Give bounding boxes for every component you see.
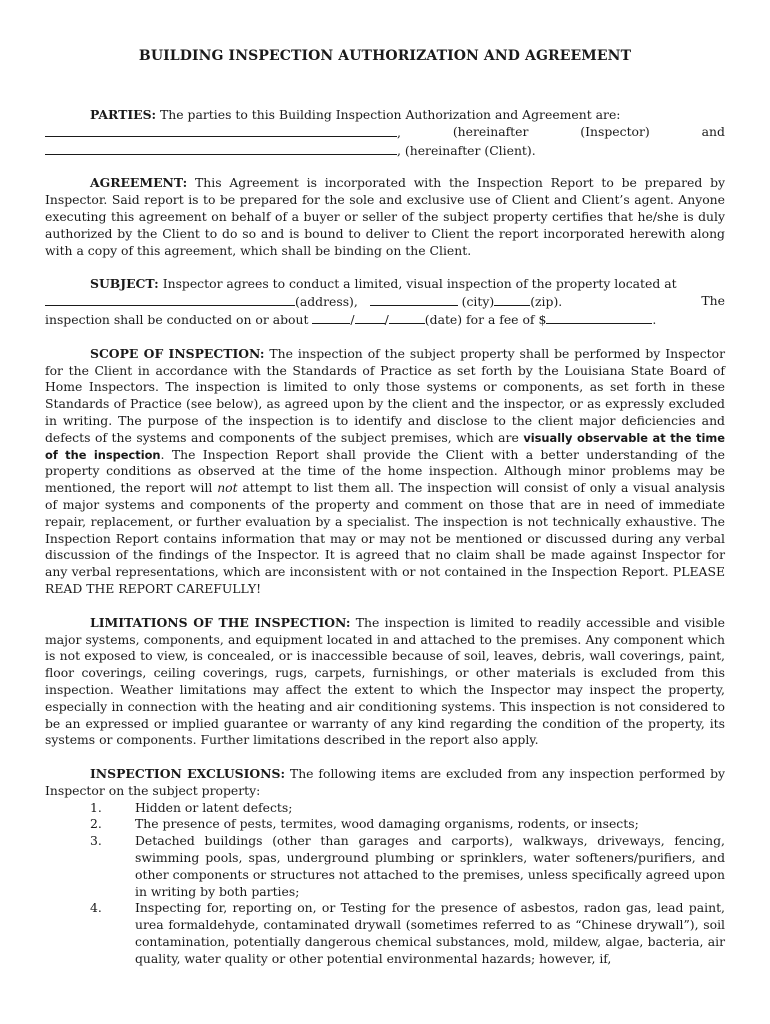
address-blank[interactable]: [45, 293, 295, 306]
limitations-text: The inspection is limited to readily accessible and visible major systems, components, and equipment located in and attached to the premises. Any component which is not exposed to view, is concealed, or is inaccessible because of soil, leaves, debris, wall coverings, paint, floor coverings, ceiling coverings, rugs, carpets, furnishings, or other materials is excluded from this inspection. Weather limitations may affect the extent to which the Inspector may inspect the property, especially in connection with the heating and air conditioning systems. This inspection is not considered to be an expressed or implied guarantee or warranty of any kind regarding the condition of the property, its systems or components. Further limitations described in the report also apply.: [45, 614, 726, 748]
zip-label: (zip).: [530, 294, 563, 310]
scope-text-1: The inspection of the subject property shall be performed by Inspector for the Client in accordance with the Standards of Practice as set forth by the Louisiana State Board of Home Inspectors. The inspection is limited to only those systems or components, as set forth in these Standards of Practice (see below), as agreed upon by the client and the inspector, or as expressly excluded in writing. The purpose of the inspection is to identify and disclose to the client major deficiencies and defects of the systems and components of the subject premises, which are: [45, 345, 725, 445]
parties-paragraph: [45, 107, 725, 124]
scope-label: SCOPE OF INSPECTION:: [90, 345, 265, 361]
subject-date-line: [45, 311, 725, 329]
date-slash: /: [384, 311, 389, 327]
client-name-blank[interactable]: [45, 142, 397, 155]
document-body: [45, 107, 725, 968]
parties-text: The parties to this Building Inspection Authorization and Agreement are:: [156, 107, 621, 122]
list-item-number: 4.: [90, 900, 102, 916]
list-item-number: 2.: [90, 816, 102, 832]
conducted-text: inspection shall be conducted on or about: [45, 311, 313, 327]
list-item: [45, 900, 725, 967]
scope-text-3: attempt to list them all. The inspection will consist of only a visual analysis of major systems and components of the property and comment on those that are in need of immediate repair, replacement, or further evaluation by a specialist. The inspection is not technically exhaustive. The Inspection Report contains information that may or may not be mentioned or discussed during any verbal discussion of the findings of the Inspector. It is agreed that no claim shall be made against Inspector for any verbal representations, which are inconsistent with or not contained in the Inspection Report. PLEASE READ THE REPORT CAREFULLY!: [45, 480, 725, 596]
inspector-name-blank[interactable]: [45, 124, 397, 137]
scope-emphasis: visually observable at the time of the inspection: [45, 430, 725, 462]
list-item-text: Hidden or latent defects;: [135, 799, 293, 815]
agreement-paragraph: [45, 175, 725, 259]
list-item-number: 1.: [90, 799, 102, 815]
exclusions-paragraph: [45, 766, 725, 800]
exclusions-label: INSPECTION EXCLUSIONS:: [90, 766, 286, 782]
parties-line-client: [45, 142, 725, 160]
list-item-text: Inspecting for, reporting on, or Testing for the presence of asbestos, radon gas, lead paint, urea formaldehyde, contaminated drywall (sometimes referred to as “Chinese drywall”), soil contamination, potentially dangerous chemical substances, mold, mildew, algae, bacteria, air quality, water quality or other potential environmental hazards; however, if,: [135, 900, 725, 966]
subject-address-line: [45, 293, 725, 311]
date-slash: /: [350, 311, 355, 327]
exclusions-list: [45, 800, 725, 968]
subject-section: [45, 276, 725, 328]
client-hereinafter-text: , (hereinafter (Client).: [397, 142, 536, 158]
fee-blank[interactable]: [546, 311, 652, 324]
scope-text-2: . The Inspection Report shall provide the Client with a better understanding of the property conditions as observed at the time of the home inspection. Although minor problems may be mentioned, the report will: [45, 446, 725, 496]
fee-text: (date) for a fee of $: [424, 311, 547, 327]
date-year-blank[interactable]: [389, 311, 425, 324]
exclusions-text: The following items are excluded from any inspection performed by Inspector on the subject property:: [45, 766, 725, 798]
list-item-number: 3.: [90, 833, 102, 849]
exclusions-section: [45, 766, 725, 968]
list-item-text: Detached buildings (other than garages and carports), walkways, driveways, fencing, swimming pools, spas, underground plumbing or sprinklers, water softeners/purifiers, and other components or structures not attached to the premises, unless specifically agreed upon in writing by both parties;: [135, 833, 725, 899]
city-label: (city): [461, 294, 495, 310]
address-label: (address),: [295, 294, 358, 310]
subject-paragraph: [45, 276, 725, 293]
parties-section: [45, 107, 725, 159]
zip-blank[interactable]: [494, 293, 530, 306]
parties-line-inspector: [45, 124, 725, 142]
subject-text: Inspector agrees to conduct a limited, visual inspection of the property located at: [158, 276, 677, 292]
and-label: and: [701, 123, 725, 139]
document-title: BUILDING INSPECTION AUTHORIZATION AND AGREEMENT: [138, 48, 632, 64]
inspector-label: (Inspector): [580, 123, 650, 139]
date-month-blank[interactable]: [312, 311, 350, 324]
list-item: [45, 833, 725, 900]
list-item: [45, 816, 725, 833]
fee-period: .: [652, 311, 657, 327]
city-blank[interactable]: [370, 293, 458, 306]
list-item: [45, 800, 725, 817]
agreement-label: AGREEMENT:: [90, 175, 188, 191]
hereinafter-label: (hereinafter: [452, 123, 529, 139]
date-day-blank[interactable]: [355, 311, 385, 324]
the-label: The: [701, 293, 725, 309]
subject-label: SUBJECT:: [90, 276, 159, 292]
parties-label: PARTIES:: [90, 107, 157, 122]
agreement-text: This Agreement is incorporated with the Inspection Report to be prepared by Inspector. Said report is to be prepared for the sole and exclusive use of Client and Client’s agent. Anyone executing this agreement on behalf of a buyer or seller of the subject property certifies that he/she is duly authorized by the Client to do so and is bound to deliver to Client the report incorporated herewith along with a copy of this agreement, which shall be binding on the Client.: [45, 175, 725, 258]
limitations-label: LIMITATIONS OF THE INSPECTION:: [90, 614, 351, 630]
parties-comma: ,: [397, 124, 401, 140]
list-item-text: The presence of pests, termites, wood damaging organisms, rodents, or insects;: [135, 816, 639, 832]
limitations-paragraph: [45, 615, 725, 749]
scope-paragraph: [45, 346, 725, 598]
scope-not: not: [217, 480, 238, 496]
